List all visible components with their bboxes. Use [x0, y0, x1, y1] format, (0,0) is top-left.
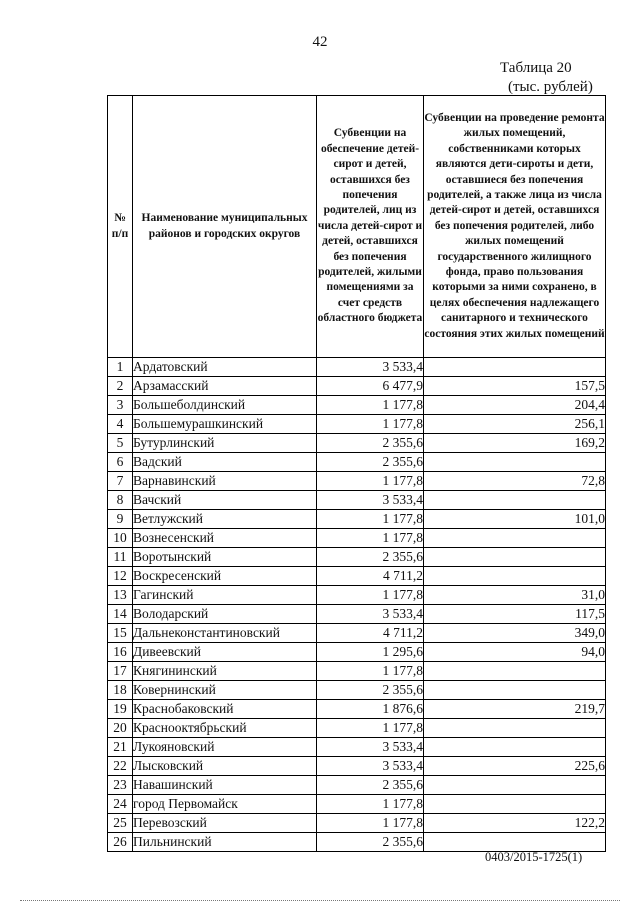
orphan-housing-subvention-cell: 1 295,6 [317, 643, 424, 662]
municipality-name-cell: Воскресенский [133, 567, 317, 586]
municipality-name-cell: Вачский [133, 491, 317, 510]
orphan-housing-subvention-cell: 1 177,8 [317, 510, 424, 529]
table-row [108, 814, 606, 833]
orphan-housing-subvention-cell: 6 477,9 [317, 377, 424, 396]
orphan-housing-subvention-cell: 1 177,8 [317, 586, 424, 605]
municipality-name-cell: Ветлужский [133, 510, 317, 529]
repair-subvention-cell [424, 719, 606, 738]
municipality-name-cell: Ковернинский [133, 681, 317, 700]
table-row [108, 605, 606, 624]
municipality-name-cell: Большемурашкинский [133, 415, 317, 434]
municipality-name-cell: Варнавинский [133, 472, 317, 491]
repair-subvention-cell: 157,5 [424, 377, 606, 396]
row-number-cell: 12 [108, 567, 133, 586]
row-number-cell: 7 [108, 472, 133, 491]
table-row [108, 415, 606, 434]
orphan-housing-subvention-cell: 2 355,6 [317, 833, 424, 852]
footer-divider [20, 900, 620, 901]
municipality-name-cell: город Первомайск [133, 795, 317, 814]
row-number-cell: 23 [108, 776, 133, 795]
row-number-cell: 13 [108, 586, 133, 605]
table-row [108, 738, 606, 757]
row-number-cell: 8 [108, 491, 133, 510]
orphan-housing-subvention-cell: 1 177,8 [317, 795, 424, 814]
municipality-name-cell: Володарский [133, 605, 317, 624]
repair-subvention-cell: 219,7 [424, 700, 606, 719]
municipality-name-cell: Краснооктябрьский [133, 719, 317, 738]
municipality-name-cell: Вознесенский [133, 529, 317, 548]
row-number-cell: 25 [108, 814, 133, 833]
repair-subvention-cell [424, 491, 606, 510]
table-row [108, 472, 606, 491]
header-number: № п/п [108, 96, 133, 358]
repair-subvention-cell: 122,2 [424, 814, 606, 833]
municipality-name-cell: Вадский [133, 453, 317, 472]
row-number-cell: 15 [108, 624, 133, 643]
row-number-cell: 11 [108, 548, 133, 567]
repair-subvention-cell: 72,8 [424, 472, 606, 491]
repair-subvention-cell: 94,0 [424, 643, 606, 662]
orphan-housing-subvention-cell: 1 177,8 [317, 396, 424, 415]
orphan-housing-subvention-cell: 1 177,8 [317, 662, 424, 681]
municipality-name-cell: Большеболдинский [133, 396, 317, 415]
table-row [108, 358, 606, 377]
table-row [108, 757, 606, 776]
table-row [108, 586, 606, 605]
table-units: (тыс. рублей) [508, 79, 593, 95]
municipality-name-cell: Ардатовский [133, 358, 317, 377]
table-row [108, 434, 606, 453]
subventions-table [107, 95, 606, 852]
table-row [108, 548, 606, 567]
orphan-housing-subvention-cell: 2 355,6 [317, 434, 424, 453]
row-number-cell: 22 [108, 757, 133, 776]
repair-subvention-cell: 117,5 [424, 605, 606, 624]
table-row [108, 643, 606, 662]
repair-subvention-cell: 349,0 [424, 624, 606, 643]
row-number-cell: 16 [108, 643, 133, 662]
row-number-cell: 10 [108, 529, 133, 548]
table-row [108, 567, 606, 586]
repair-subvention-cell [424, 795, 606, 814]
row-number-cell: 3 [108, 396, 133, 415]
repair-subvention-cell [424, 567, 606, 586]
orphan-housing-subvention-cell: 1 876,6 [317, 700, 424, 719]
orphan-housing-subvention-cell: 3 533,4 [317, 358, 424, 377]
municipality-name-cell: Дивеевский [133, 643, 317, 662]
repair-subvention-cell [424, 548, 606, 567]
row-number-cell: 5 [108, 434, 133, 453]
repair-subvention-cell [424, 453, 606, 472]
repair-subvention-cell [424, 662, 606, 681]
repair-subvention-cell: 256,1 [424, 415, 606, 434]
orphan-housing-subvention-cell: 1 177,8 [317, 472, 424, 491]
municipality-name-cell: Краснобаковский [133, 700, 317, 719]
orphan-housing-subvention-cell: 2 355,6 [317, 453, 424, 472]
municipality-name-cell: Гагинский [133, 586, 317, 605]
table-row [108, 776, 606, 795]
row-number-cell: 18 [108, 681, 133, 700]
orphan-housing-subvention-cell: 3 533,4 [317, 738, 424, 757]
table-row [108, 396, 606, 415]
orphan-housing-subvention-cell: 1 177,8 [317, 719, 424, 738]
repair-subvention-cell: 204,4 [424, 396, 606, 415]
row-number-cell: 4 [108, 415, 133, 434]
document-code: 0403/2015-1725(1) [485, 850, 583, 864]
orphan-housing-subvention-cell: 2 355,6 [317, 681, 424, 700]
orphan-housing-subvention-cell: 3 533,4 [317, 757, 424, 776]
page-number: 42 [312, 34, 328, 50]
table-row [108, 719, 606, 738]
orphan-housing-subvention-cell: 2 355,6 [317, 548, 424, 567]
table-row [108, 510, 606, 529]
table-row [108, 700, 606, 719]
row-number-cell: 26 [108, 833, 133, 852]
repair-subvention-cell [424, 358, 606, 377]
municipality-name-cell: Княгининский [133, 662, 317, 681]
repair-subvention-cell [424, 681, 606, 700]
header-orphan-housing-subvention: Субвенции на обеспечение детей-сирот и детей, оставшихся без попечения родителей, лиц из числа детей-сирот и детей, оставшихся без попечения родителей, жилыми помещениями за счет средств областного бюджета [317, 96, 424, 358]
orphan-housing-subvention-cell: 4 711,2 [317, 624, 424, 643]
repair-subvention-cell: 31,0 [424, 586, 606, 605]
orphan-housing-subvention-cell: 3 533,4 [317, 605, 424, 624]
table-caption [500, 59, 593, 97]
row-number-cell: 14 [108, 605, 133, 624]
table-row [108, 681, 606, 700]
table-row [108, 491, 606, 510]
orphan-housing-subvention-cell: 1 177,8 [317, 814, 424, 833]
repair-subvention-cell: 169,2 [424, 434, 606, 453]
table-header-row [108, 96, 606, 358]
repair-subvention-cell [424, 833, 606, 852]
municipality-name-cell: Навашинский [133, 776, 317, 795]
header-repair-subvention: Субвенции на проведение ремонта жилых помещений, собственниками которых являются дети-сироты и дети, оставшиеся без попечения родителей, а также лица из числа детей-сирот и детей, оставшихся без попечения родителей, либо жилых помещений государственного жилищного фонда, право пользования которыми за ними сохранено, в целях обеспечения надлежащего санитарного и технического состояния этих жилых помещений [424, 96, 606, 358]
repair-subvention-cell: 101,0 [424, 510, 606, 529]
repair-subvention-cell [424, 529, 606, 548]
table-row [108, 453, 606, 472]
orphan-housing-subvention-cell: 4 711,2 [317, 567, 424, 586]
table-title: Таблица 20 [500, 60, 572, 76]
municipality-name-cell: Арзамасский [133, 377, 317, 396]
table-row [108, 624, 606, 643]
orphan-housing-subvention-cell: 3 533,4 [317, 491, 424, 510]
orphan-housing-subvention-cell: 1 177,8 [317, 415, 424, 434]
row-number-cell: 20 [108, 719, 133, 738]
repair-subvention-cell [424, 738, 606, 757]
row-number-cell: 19 [108, 700, 133, 719]
repair-subvention-cell [424, 776, 606, 795]
table-body [108, 358, 606, 852]
orphan-housing-subvention-cell: 2 355,6 [317, 776, 424, 795]
municipality-name-cell: Лукояновский [133, 738, 317, 757]
municipality-name-cell: Дальнеконстантиновский [133, 624, 317, 643]
header-municipality: Наименование муниципальных районов и городских округов [133, 96, 317, 358]
municipality-name-cell: Воротынский [133, 548, 317, 567]
table-row [108, 662, 606, 681]
row-number-cell: 17 [108, 662, 133, 681]
municipality-name-cell: Бутурлинский [133, 434, 317, 453]
row-number-cell: 21 [108, 738, 133, 757]
row-number-cell: 1 [108, 358, 133, 377]
municipality-name-cell: Пильнинский [133, 833, 317, 852]
table-row [108, 377, 606, 396]
row-number-cell: 24 [108, 795, 133, 814]
repair-subvention-cell: 225,6 [424, 757, 606, 776]
table-row [108, 795, 606, 814]
municipality-name-cell: Перевозский [133, 814, 317, 833]
row-number-cell: 6 [108, 453, 133, 472]
row-number-cell: 2 [108, 377, 133, 396]
table-row [108, 529, 606, 548]
table-row [108, 833, 606, 852]
row-number-cell: 9 [108, 510, 133, 529]
municipality-name-cell: Лысковский [133, 757, 317, 776]
orphan-housing-subvention-cell: 1 177,8 [317, 529, 424, 548]
